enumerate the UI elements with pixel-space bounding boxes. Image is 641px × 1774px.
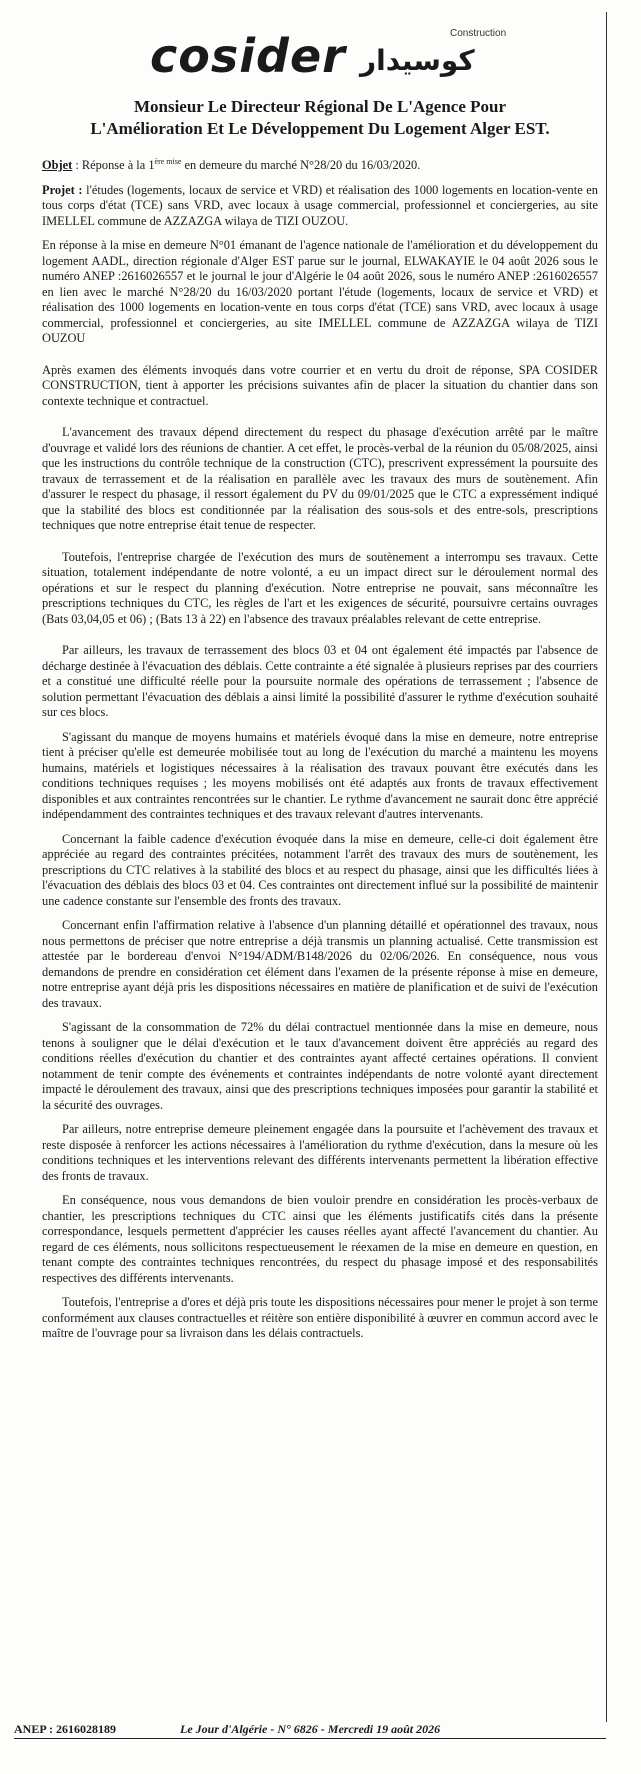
footer-rule [14,1738,606,1739]
paragraph-planning: Concernant enfin l'affirmation relative à l'absence d'un planning détaillé et opérationnel des travaux, nous nous permettons de préciser que notre entreprise a déjà transmis un planning actualisé. Cette transmission est attestée par le bordereau d'envoi N°194/ADM/B148/2026 du 02/06/2026. En conséquence, nous vous demandons de prendre en considération cet élément dans l'examen de la présente réponse à mise en demeure, notre entreprise ayant déjà pris les dispositions nécessaires en matière de planification et de suivi de l'exécution des travaux. [42,918,598,1010]
border-line [606,12,607,1722]
logo-tagline: Construction [450,28,507,39]
paragraph-mise-en-demeure: En réponse à la mise en demeure N°01 émanant de l'agence nationale de l'amélioration et du développement du logement AADL, direction régionale d'Alger EST parue sur le journal, ELWAKAYIE le 04 août 2026 sous le numéro ANEP :2616026557 et le journal le jour d'Algérie le 04 août 2026, sous le numéro ANEP :2616026557 en lien avec le marché N°28/20 du 16/03/2020 portant l'étude (logements, locaux de service et VRD) et réalisation des 1000 logements en location-vente en tous corps d'état (TCE) sans VRD, avec locaux à usage commercial, professionnel et conciergeries, au site IMELLEL commune de AZZAZGA wilaya de TIZI OUZOU [42,238,598,345]
logo-arabic-text: كوسيدار [360,44,475,77]
paragraph-murs-soutenement: Toutefois, l'entreprise chargée de l'exécution des murs de soutènement a interrompu ses travaux. Cette situation, totalement indépendante de notre volonté, a eu un impact direct sur le déroulement normal des opérations et sur le respect du planning d'exécution. Notre entreprise ne pouvait, sans méconnaître les prescriptions techniques du CTC, les règles de l'art et les exigences de sécurité, poursuivre certains ouvrages (Bats 03,04,05 et 06) ; (Bats 13 à 22) en l'absence des travaux préalables relevant de cette entreprise. [42,549,598,626]
paragraph-droit-de-reponse: Après examen des éléments invoqués dans votre courrier et en vertu du droit de réponse, SPA COSIDER CONSTRUCTION, tient à apporter les précisions suivantes afin de placer la situation du chantier dans son contexte technique et contractuel. [42,362,598,408]
objet-label: Objet [42,158,73,172]
projet-label: Projet : [42,182,83,197]
paragraph-avancement: L'avancement des travaux dépend directement du respect du phasage d'exécution arrêté par le maître d'ouvrage et validé lors des réunions de chantier. A cet effet, le procès-verbal de la réunion du 05/08/2025, ainsi que les instructions du contrôle technique de la construction (CTC), prescrivent expressément la poursuite des travaux de terrassement et de la réalisation en parallèle avec les travaux des murs de soutènement. Afin d'assurer le respect du phasage, il ressort également du PV du 09/01/2025 que le CTC a expressément indiqué que la stabilité des blocs est conditionnée par la réalisation des sous-sols et des entre-sols, prescriptions techniques que notre entreprise était tenue de respecter. [42,425,598,532]
projet-text: l'études (logements, locaux de service et VRD) et réalisation des 1000 logements en location-vente en tous corps d'état (TCE) sans VRD, avec locaux à usage commercial, professionnel et conciergeries, au site IMELLEL commune de AZZAZGA wilaya de TIZI OUZOU. [42,182,598,228]
objet-sup: ère mise [154,156,182,166]
paragraph-engagement: Par ailleurs, notre entreprise demeure pleinement engagée dans la poursuite et l'achèvement des travaux et reste disposée à renforcer les actions nécessaires à l'amélioration du rythme d'exécution, dans la mesure où les conditions techniques et les interventions relevant des différents intervenants permettent la libération effective des fronts de travaux. [42,1122,598,1183]
addressee-title [40,96,600,140]
projet-paragraph [42,183,598,230]
cosider-logo [150,28,507,84]
paragraph-consequence: En conséquence, nous vous demandons de bien vouloir prendre en considération les procès-verbaux de chantier, les prescriptions techniques du CTC ainsi que les éléments justificatifs cités dans la présente correspondance, lesquels permettent d'apprécier les causes réelles ayant affecté l'avancement du chantier. Au regard de ces éléments, nous sollicitons respectueusement le réexamen de la mise en demeure en question, en tenant compte des contraintes techniques rencontrées, du respect du phasage imposé et des responsabilités respectives des différents intervenants. [42,1193,598,1285]
title-line-1: Monsieur Le Directeur Régional De L'Agence Pour [133,97,507,116]
logo-latin-text: cosider [150,29,346,83]
paragraph-terrassement: Par ailleurs, les travaux de terrassement des blocs 03 et 04 ont également été impactés par l'absence de décharge destinée à l'évacuation des déblais. Cette contrainte a été signalée à plusieurs reprises par des courriers et a constitué une difficulté réelle pour la poursuite normale des opérations de terrassement ; l'absence de solution permettant l'évacuation des déblais a ainsi limité la possibilité d'assurer le rythme d'exécution souhaité sur ces blocs. [42,643,598,719]
paragraph-delai: S'agissant de la consommation de 72% du délai contractuel mentionnée dans la mise en demeure, nous tenons à souligner que le délai d'exécution et le taux d'avancement doivent être appréciés au regard des conditions réelles d'exécution du chantier et des contraintes ayant affecté certaines opérations. Il convient notamment de tenir compte des événements et contraintes indépendants de notre volonté ayant directement impacté le déroulement des travaux, ainsi que des prescriptions techniques imposées pour garantir la stabilité et la sécurité des ouvrages. [42,1020,598,1112]
paragraph-moyens: S'agissant du manque de moyens humains et matériels évoqué dans la mise en demeure, notre entreprise tient à préciser qu'elle est demeurée mobilisée tout au long de l'exécution du marché a maintenu les moyens humains, matériels et logistiques nécessaires à la réalisation des travaux pouvant être exécutés dans les conditions techniques requises ; les moyens mobilisés ont été adaptés aux fronts de travaux effectivement disponibles et aux contraintes rencontrées sur le chantier. Le rythme d'avancement ne saurait donc être apprécié indépendamment des contraintes techniques et des travaux relevant d'autres intervenants. [42,729,598,821]
letter-body [42,158,598,1351]
paragraph-conclusion: Toutefois, l'entreprise a d'ores et déjà pris toute les dispositions nécessaires pour mener le projet à son terme conformément aux clauses contractuelles et réitère son entière disponibilité à œuvrer en commun accord avec le maître de l'ouvrage pour sa livraison dans les délais contractuels. [42,1295,598,1340]
objet-line [42,158,598,174]
page-footer [0,1722,641,1742]
title-line-2: L'Amélioration Et Le Développement Du Logement Alger EST. [90,119,550,138]
anep-number: ANEP : 2616028189 [14,1722,116,1736]
paragraph-cadence: Concernant la faible cadence d'exécution évoquée dans la mise en demeure, celle-ci doit également être appréciée au regard des contraintes précitées, notamment l'arrêt des travaux des murs de soutènement, les prescriptions du CTC relatives à la stabilité des blocs et au respect du phasage, ainsi que les difficultés liées à l'évacuation des déblais des blocs 03 et 04. Ces contraintes ont directement influé sur la possibilité de maintenir une cadence constante sur l'ensemble des fronts des travaux. [42,831,598,908]
objet-text-before: : Réponse à la 1 [72,158,155,172]
objet-text-after: en demeure du marché N°28/20 du 16/03/2020. [181,158,421,172]
publication-info: Le Jour d'Algérie - N° 6826 - Mercredi 19 août 2026 [180,1722,441,1736]
